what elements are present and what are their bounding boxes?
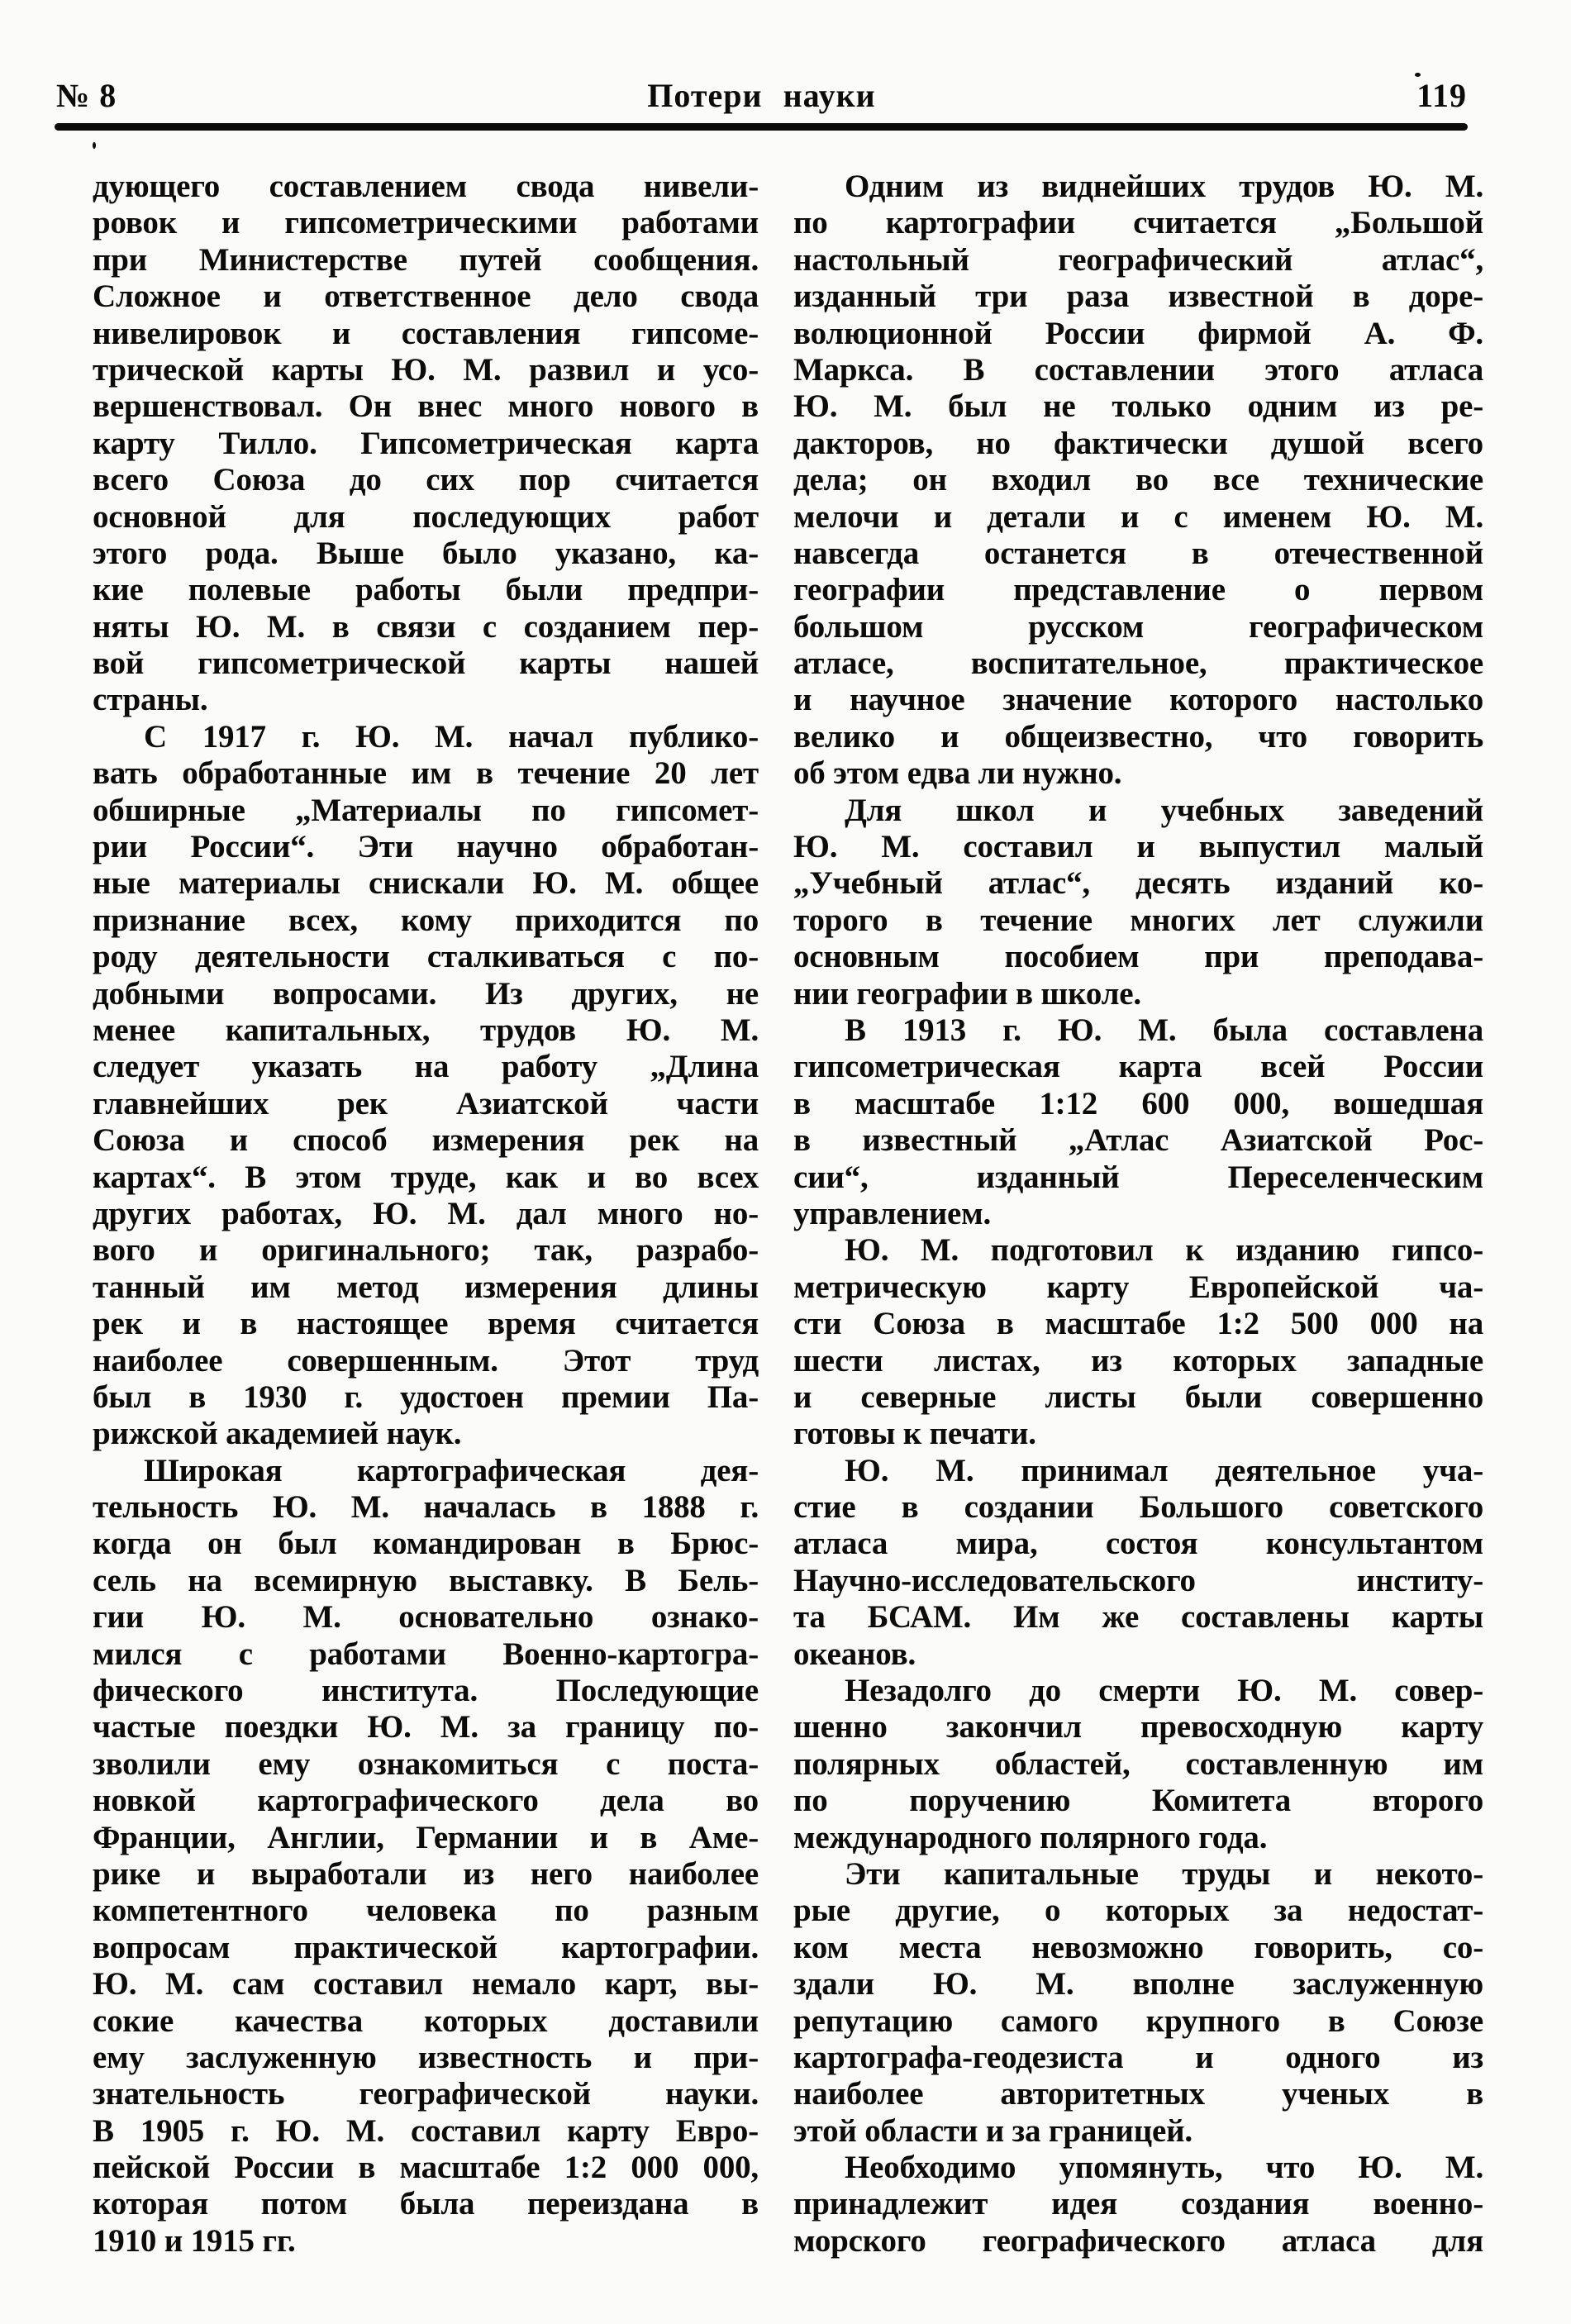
text-line: изданный три раза известной в доре- [793,279,1483,315]
text-line: Одним из виднейших трудов Ю. М. [845,169,1483,204]
text-line: частые поездки Ю. М. за границу по- [93,1709,759,1745]
text-line: географии представление о первом [793,572,1483,608]
text-line: международного полярного года. [793,1819,1268,1855]
text-line: принадлежит идея создания военно- [793,2186,1483,2222]
text-line: в известный „Атлас Азиатской Рос- [793,1122,1483,1159]
text-line: Сложное и ответственное дело свода [93,279,759,315]
text-line: атласа мира, состоя консультантом [793,1526,1483,1562]
text-line: гии Ю. М. основательно ознако- [93,1599,759,1636]
text-line: картографа-геодезиста и одного из [793,2039,1483,2075]
paragraph [793,1232,1483,1452]
text-line: этой области и за границей. [793,2112,1193,2149]
text-line: Необходимо упомянуть, что Ю. М. [845,2150,1483,2186]
text-line: ровок и гипсометрическими работами [93,205,759,241]
text-line: вопросам практической картографии. [93,1929,759,1965]
text-line: Для школ и учебных заведений [845,792,1483,828]
text-line: роду деятельности сталкиваться с по- [93,939,759,975]
text-line: настольный географический атлас“, [793,241,1483,278]
text-line: 1910 и 1915 гг. [93,2222,296,2259]
text-line: был в 1930 г. удостоен премии Па- [93,1379,759,1415]
text-line: шести листах, из которых западные [793,1342,1483,1379]
text-line: основной для последующих работ [93,498,759,535]
paragraph [793,793,1483,1012]
text-line: карту Тилло. Гипсометрическая карта [93,425,759,461]
text-line: велико и общеизвестно, что говорить [793,718,1483,755]
text-line: главнейших рек Азиатской части [93,1085,759,1122]
paragraph [793,1012,1483,1232]
text-line: которая потом была переиздана в [93,2186,759,2222]
text-line: С 1917 г. Ю. М. начал публико- [144,718,759,755]
text-line: Ю. М. сам составил немало карт, вы- [93,1966,759,2003]
paragraph [93,719,759,1453]
text-line: по поручению Комитета второго [793,1783,1483,1819]
text-line: менее капитальных, трудов Ю. М. [93,1012,759,1048]
text-line: Ю. М. принимал деятельное уча- [845,1452,1483,1488]
text-line: вершенствовал. Он внес много нового в [93,388,759,425]
text-line: навсегда останется в отечественной [793,535,1483,571]
text-line: морского географического атласа для [793,2222,1483,2259]
text-line: метрическую карту Европейской ча- [793,1269,1483,1305]
text-line: когда он был командирован в Брюс- [93,1526,759,1562]
text-line: готовы к печати. [793,1416,1036,1452]
ink-speck [93,142,96,149]
text-line: фического института. Последующие [93,1673,759,1709]
text-line: рике и выработали из него наиболее [93,1855,759,1892]
text-line: дующего составлением свода нивели- [93,169,759,204]
text-line: вой гипсометрической карты нашей [93,645,759,682]
text-line: Союза и способ измерения рек на [93,1122,759,1159]
text-line: Ю. М. составил и выпустил малый [793,829,1483,865]
paragraph [793,1453,1483,1673]
text-line: рижской академией наук. [93,1416,462,1452]
text-line: картах“. В этом труде, как и во всех [93,1159,759,1195]
text-line: сель на всемирную выставку. В Бель- [93,1562,759,1598]
text-line: большом русском географическом [793,608,1483,645]
text-line: „Учебный атлас“, десять изданий ко- [793,865,1483,902]
paragraph [93,1453,759,2260]
text-line: сти Союза в масштабе 1:2 500 000 на [793,1306,1483,1342]
issue-number: № 8 [56,77,117,114]
text-line: ему заслуженную известность и при- [93,2039,759,2075]
text-line: в масштабе 1:12 600 000, вошедшая [793,1085,1483,1122]
text-line: гипсометрическая карта всей России [793,1049,1483,1085]
text-line: зволили ему ознакомиться с поста- [93,1745,759,1782]
text-line: рии России“. Эти научно обработан- [93,829,759,865]
column-right [793,169,1483,2260]
text-line: ком места невозможно говорить, со- [793,1929,1483,1965]
text-line: В 1913 г. Ю. М. была составлена [845,1012,1483,1048]
text-line: по картографии считается „Большой [793,205,1483,241]
text-line: волюционной России фирмой А. Ф. [793,315,1483,351]
text-line: В 1905 г. Ю. М. составил карту Евро- [93,2112,759,2149]
text-line: об этом едва ли нужно. [793,755,1122,792]
ink-speck [1415,73,1421,77]
text-line: нивелировок и составления гипсоме- [93,315,759,351]
text-line: океанов. [793,1636,916,1672]
text-line: Ю. М. подготовил к изданию гипсо- [845,1232,1483,1269]
text-line: рые другие, о которых за недостат- [793,1893,1483,1929]
text-line: торого в течение многих лет служили [793,902,1483,938]
paragraph [793,1673,1483,1856]
page-title: Потери науки [647,77,876,114]
text-line: кие полевые работы были предпри- [93,572,759,608]
text-line: и северные листы были совершенно [793,1379,1483,1415]
text-line: здали Ю. М. вполне заслуженную [793,1966,1483,2003]
header-rule [55,123,1468,131]
text-line: сокие качества которых доставили [93,2003,759,2039]
text-line: признание всех, кому приходится по [93,902,759,938]
text-line: компетентного человека по разным [93,1893,759,1929]
text-line: ные материалы снискали Ю. М. общее [93,865,759,902]
text-line: Эти капитальные труды и некото- [845,1855,1483,1892]
text-line: Франции, Англии, Германии и в Аме- [93,1819,759,1855]
text-line: добными вопросами. Из других, не [93,975,759,1012]
column-left [93,169,759,2260]
text-line: вого и оригинального; так, разрабо- [93,1232,759,1269]
text-line: Ю. М. был не только одним из ре- [793,388,1483,425]
text-line: репутацию самого крупного в Союзе [793,2003,1483,2039]
text-line: наиболее авторитетных ученых в [793,2076,1483,2112]
paragraph [93,169,759,719]
paragraph [793,2150,1483,2260]
text-line: новкой картографического дела во [93,1783,759,1819]
text-line: пейской России в масштабе 1:2 000 000, [93,2150,759,2186]
running-head [56,76,1467,116]
text-line: Незадолго до смерти Ю. М. совер- [845,1673,1483,1709]
text-line: знательность географической науки. [93,2076,759,2112]
text-line: рек и в настоящее время считается [93,1306,759,1342]
text-line: следует указать на работу „Длина [93,1049,759,1085]
text-line: вать обработанные им в течение 20 лет [93,755,759,792]
text-line: шенно закончил превосходную карту [793,1709,1483,1745]
text-line: няты Ю. М. в связи с созданием пер- [93,608,759,645]
text-line: при Министерстве путей сообщения. [93,241,759,278]
paragraph [793,169,1483,793]
page-number: 119 [1416,77,1467,114]
text-line: управлением. [793,1195,992,1231]
text-line: полярных областей, составленную им [793,1745,1483,1782]
text-line: дела; он входил во все технические [793,462,1483,498]
text-line: наиболее совершенным. Этот труд [93,1342,759,1379]
text-line: та БСАМ. Им же составлены карты [793,1599,1483,1636]
text-line: этого рода. Выше было указано, ка- [93,535,759,571]
text-line: основным пособием при преподава- [793,939,1483,975]
text-line: страны. [93,682,208,718]
text-line: обширные „Материалы по гипсомет- [93,792,759,828]
text-line: стие в создании Большого советского [793,1489,1483,1526]
text-line: сии“, изданный Переселенческим [793,1159,1483,1195]
paragraph [793,1856,1483,2150]
text-line: дакторов, но фактически душой всего [793,425,1483,461]
text-line: Научно-исследовательского институ- [793,1562,1483,1598]
text-line: нии географии в школе. [793,975,1141,1012]
text-line: мился с работами Военно-картогра- [93,1636,759,1672]
text-line: Широкая картографическая дея- [144,1452,759,1488]
text-line: мелочи и детали и с именем Ю. М. [793,498,1483,535]
text-line: и научное значение которого настолько [793,682,1483,718]
text-line: танный им метод измерения длины [93,1269,759,1305]
text-line: Маркса. В составлении этого атласа [793,351,1483,388]
text-line: тельность Ю. М. началась в 1888 г. [93,1489,759,1526]
text-line: трической карты Ю. М. развил и усо- [93,351,759,388]
text-line: других работах, Ю. М. дал много но- [93,1195,759,1231]
text-line: всего Союза до сих пор считается [93,462,759,498]
text-line: атласе, воспитательное, практическое [793,645,1483,682]
